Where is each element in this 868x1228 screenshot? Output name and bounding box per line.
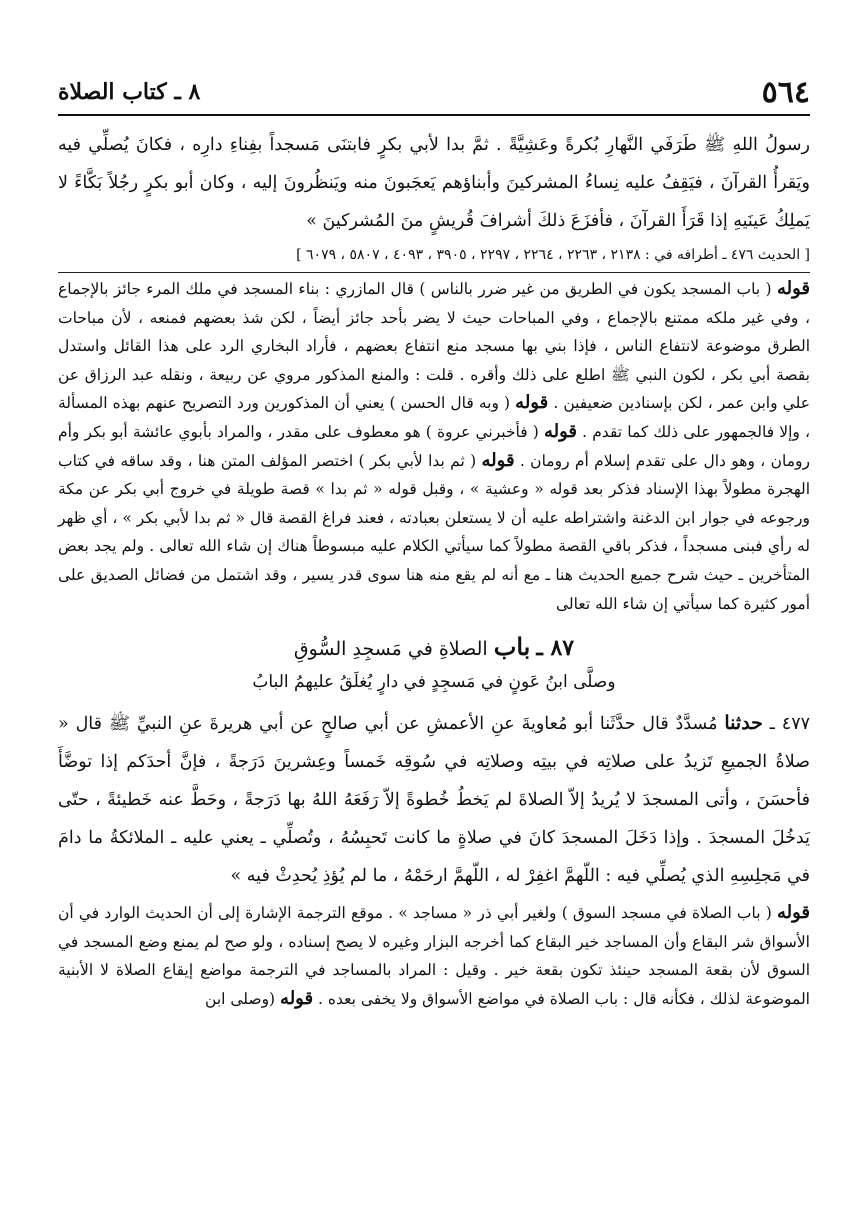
- commentary-text: ( فأخبرني عروة ) هو معطوف على مقدر ، والمراد بأبوي عائشة أبو بكر وأم رومان ، وهو دال على تقدم إسلام أم رومان .: [58, 422, 810, 470]
- chapter-subtitle: وصلَّى ابنُ عَونٍ في مَسجِدٍ في دارٍ يُغلَقُ عليهمُ البابُ: [252, 672, 616, 693]
- running-head: [58, 70, 810, 116]
- qawluh-marker: قوله: [776, 902, 810, 924]
- page-number: ٥٦٤: [761, 74, 810, 110]
- commentary-text: (وصلى ابن: [205, 989, 281, 1008]
- commentary-text: ( ثم بدا لأبي بكر ) اختصر المؤلف المتن هنا ، وقد ساقه في كتاب الهجرة مطولاً بهذا الإسناد فذكر بعد قوله « وعشية » ، وقبل قوله « ثم بدا » قصة طويلة في خروج أبي بكر عن مكة ورجوعه في جوار ابن الدغنة واشتراطه عليه أن لا يستعلن بعبادته ، فعند فراغ القصة قال « ثم بدا لأبي بكر » ، أي ظهر له رأي فبنى مسجداً ، فذكر باقي القصة مطولاً كما سيأتي الكلام عليه مبسوطاً هناك إن شاء الله تعالى . ولم يجد بعض المتأخرين ـ حيث شرح جميع الحديث هنا ـ مع أنه لم يقع منه هنا سوى قدر يسير ، وقد اشتمل من فضائل الصديق على أمور كثيرة كما سيأتي إن شاء الله تعالى: [58, 451, 810, 613]
- qawluh-marker: قوله: [515, 392, 549, 414]
- chapter-heading: [58, 630, 810, 666]
- hadith-476-text: رسولُ اللهِ ﷺ طَرَفَي النَّهارِ بُكرةً وعَشِيَّةً . ثمَّ بدا لأبي بكرٍ فابتنَى مَسجداً بفِناءِ دارِه ، فكانَ يُصلِّي فيه ويَقرأُ القرآنَ ، فيَقِفُ عليه نِساءُ المشركينَ وأبناؤهم يَعجَبونَ منه ويَنظُرونَ إليه ، وكان أبو بكرٍ رجُلاً بَكَّاءً لا يَملِكُ عَينَيهِ إذا قَرَأَ القرآنَ ، فأفزَعَ ذلكَ أشرافَ قُريشٍ منَ المُشركينَ »: [58, 135, 810, 231]
- qawluh-marker: قوله: [776, 278, 810, 299]
- commentary-block-2: [58, 899, 810, 1013]
- commentary-text: ( وبه قال الحسن ) يعني أن المذكورين ورد التصريح عنهم بهذه المسألة ، وإلا فالجمهور على ذلك كما تقدم .: [58, 394, 810, 441]
- chapter-word: باب: [493, 632, 531, 662]
- haddathana-word: حدثنا: [724, 712, 763, 735]
- hadith-477-paragraph: [58, 704, 810, 895]
- qawluh-marker: قوله: [280, 987, 314, 1009]
- commentary-text: ( باب الصلاة في مسجد السوق ) ولغير أبي ذر « مساجد » . موقع الترجمة الإشارة إلى أن الحديث الوارد في أن الأسواق شر البقاع وأن المساجد خير البقاع كما أخرجه البزار وغيره لا يصح إسناده ، ولو صح لم يمنع وضع المسجد في السوق لأن بقعة المسجد حينئذ تكون بقعة خير . وقيل : المراد بالمساجد في الترجمة مواضع إيقاع الصلاة لا الأبنية الموضوعة لذلك ، فكأنه قال : باب الصلاة في مواضع الأسواق ولا يخفى بعده .: [58, 904, 810, 1008]
- hadith-477: [58, 704, 810, 895]
- commentary-paragraph: [58, 899, 810, 1013]
- chapter-number: ٨٧ ـ: [536, 635, 575, 662]
- book-page: [58, 70, 810, 1215]
- chapter-title: الصلاةِ في مَسجِدِ السُّوقِ: [293, 638, 488, 661]
- hadith-number: ٤٧٧ ـ: [769, 714, 810, 735]
- running-title: ٨ ـ كتاب الصلاة: [58, 79, 201, 105]
- hadith-476-continuation: [58, 126, 810, 240]
- commentary-paragraph: [58, 275, 810, 618]
- qawluh-marker: قوله: [543, 420, 578, 442]
- commentary-block-1: [58, 275, 810, 618]
- hadith-references: [58, 242, 810, 268]
- references-text: [ الحديث ٤٧٦ ـ أطرافه في : ٢١٣٨ ، ٢٢٦٣ ، ٢٢٦٤ ، ٢٢٩٧ ، ٣٩٠٥ ، ٤٠٩٣ ، ٥٨٠٧ ، ٦٠٧٩ ]: [296, 247, 810, 263]
- commentary-text: ( باب المسجد يكون في الطريق من غير ضرر بالناس ) قال المازري : بناء المسجد في ملك المرء جائز بالإجماع ، وفي غير ملكه ممتنع بالإجماع ، وفي المباحات حيث لا يضر بأحد جائز أيضاً ، لكن شذ بعضهم فمنعه ، لأن مباحات الطرق موضوعة لانتفاع الناس ، فإذا بني بها مسجد منع انتفاع بعضهم ، فأراد البخاري الرد على هذا القائل واستدل بقصة أبي بكر ، لكون النبي ﷺ اطلع على ذلك وأقره . قلت : والمنع المذكور مروي عن ربيعة ، ونقله عبد الرزاق عن علي وابن عمر ، لكن بإسنادين ضعيفين .: [58, 280, 810, 413]
- hadith-477-text: مُسدَّدٌ قال حدَّثَنا أبو مُعاويةَ عنِ الأعمشِ عن أبي صالحٍ عن أبي هريرةَ عنِ النبيِّ ﷺ قال « صلاةُ الجميعِ تَزيدُ على صلاتِه في بيتِه وصلاتِه في سُوقِه خَمساً وعِشرينَ دَرَجةً ، فإنَّ أحدَكم إذا توضَّأَ فأحسَنَ ، وأتى المسجدَ لا يُريدُ إلاّ الصلاةَ لم يَخطُ خُطوةً إلاّ رَفَعَهُ اللهُ بها دَرَجةً ، وحَطَّ عنه خَطيئةً ، حتّى يَدخُلَ المسجدَ . وإذا دَخَلَ المسجدَ كانَ في صلاةٍ ما كانت تَحبِسُهُ ، وتُصلِّي ـ يعني عليه ـ الملائكةُ ما دامَ في مَجلِسِهِ الذي يُصلِّي فيه : اللّهمَّ اغفِرْ له ، اللّهمَّ ارحَمْهُ ، ما لم يُؤذِ يُحدِثْ فيه »: [58, 714, 810, 887]
- qawluh-marker: قوله: [481, 449, 515, 471]
- section-divider: [58, 272, 810, 273]
